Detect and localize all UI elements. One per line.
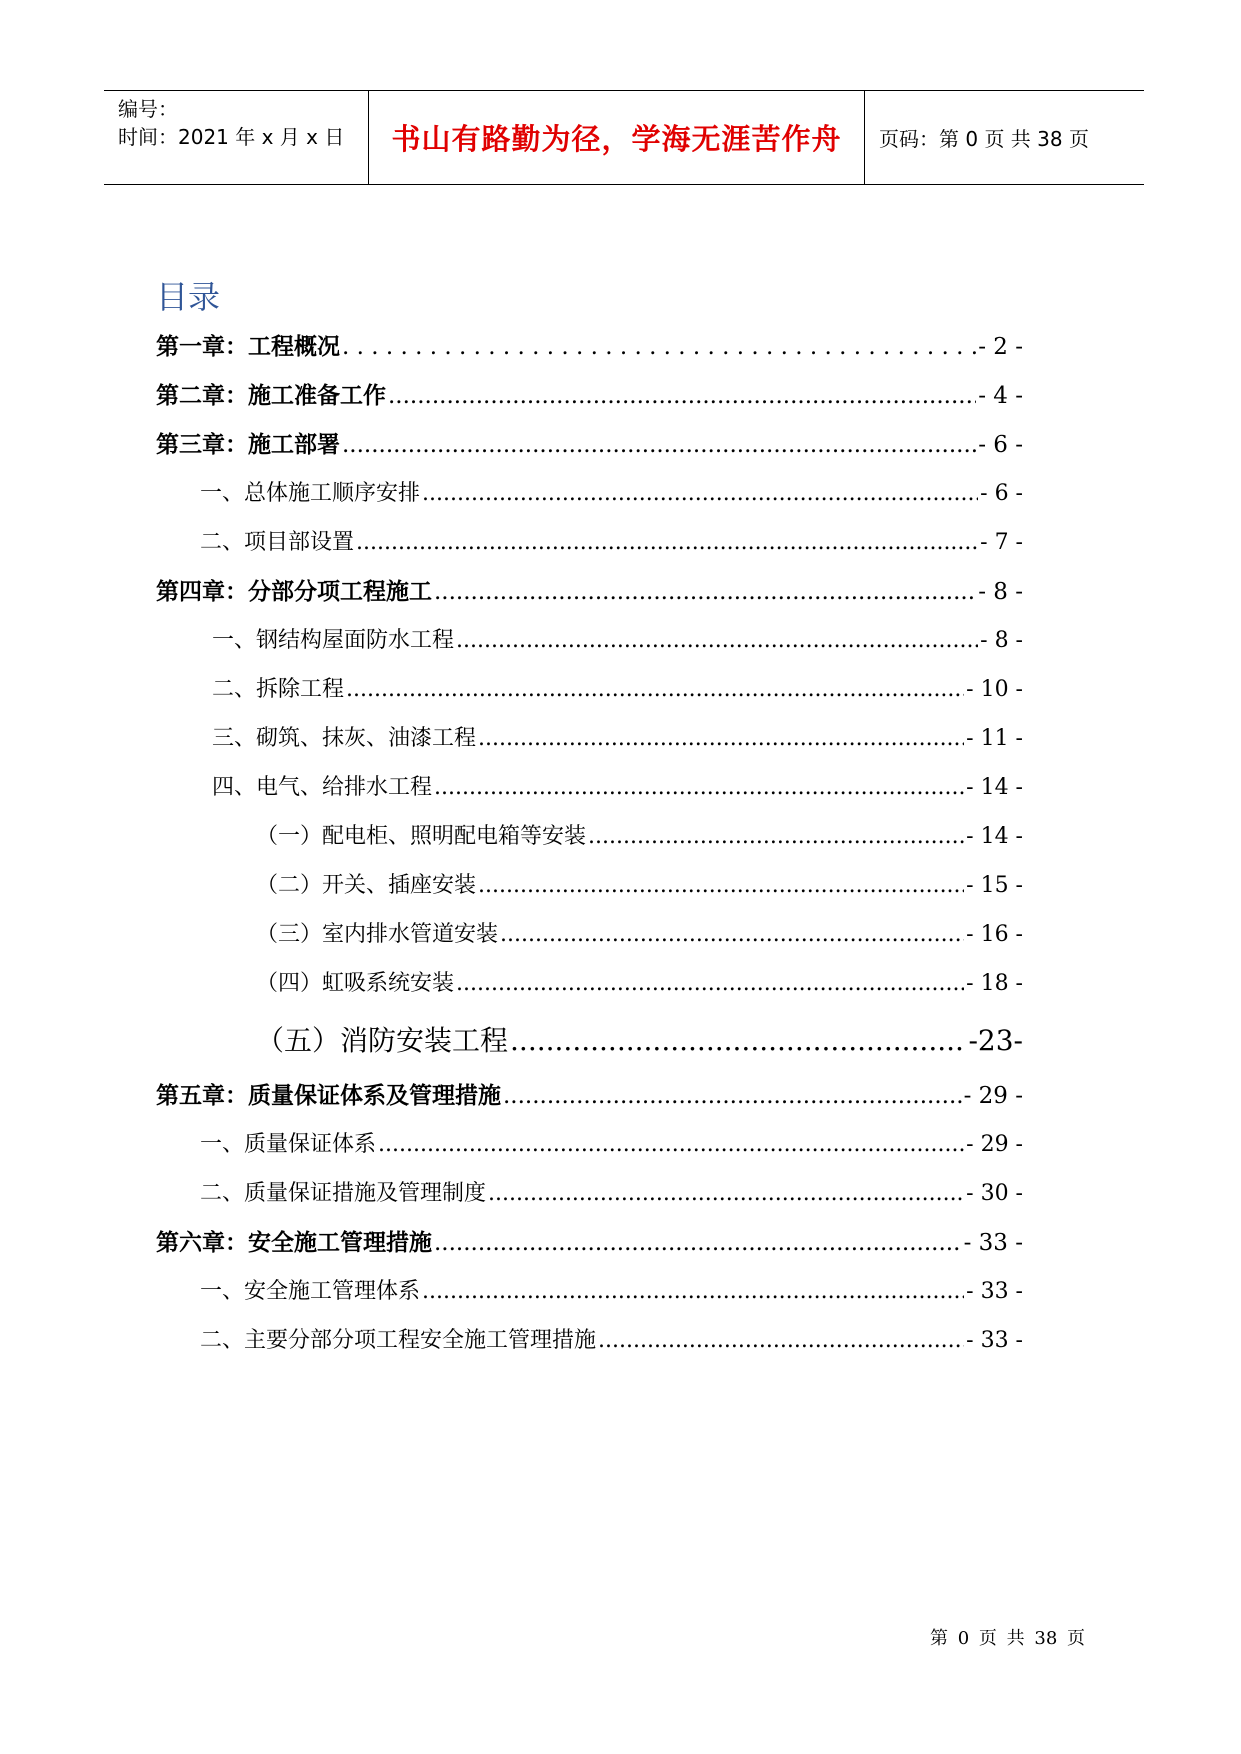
document-number-label: 编号：: [118, 97, 178, 121]
toc-entry-label: （二）开关、插座安装: [256, 873, 477, 898]
toc-entry-page: - 33 -: [966, 1328, 1023, 1353]
toc-entry[interactable]: [156, 432, 1023, 460]
toc-entry-page: - 15 -: [966, 873, 1023, 898]
toc-dot-leader: [434, 1230, 962, 1258]
toc-entry[interactable]: [156, 1230, 1023, 1258]
toc-entry[interactable]: [256, 824, 1023, 850]
toc-entry-page: - 29 -: [966, 1132, 1023, 1157]
toc-entry-page: - 18 -: [966, 971, 1023, 996]
toc-dot-leader: [356, 530, 978, 556]
toc-entry[interactable]: [212, 775, 1023, 801]
toc-entry[interactable]: [156, 334, 1023, 362]
toc-entry-label: 第二章：施工准备工作: [156, 383, 386, 409]
toc-dot-leader: [434, 775, 964, 801]
header-right-cell: [865, 91, 1144, 184]
toc-entry-page: - 33 -: [963, 1230, 1023, 1256]
document-date-label: 时间：2021 年 x 月 x 日: [118, 125, 345, 149]
toc-entry-page: - 6 -: [978, 432, 1023, 458]
toc-dot-leader: [346, 677, 964, 703]
toc-entry-label: 四、电气、给排水工程: [212, 775, 433, 800]
toc-entry[interactable]: [200, 1132, 1023, 1158]
toc-entry[interactable]: [256, 873, 1023, 899]
toc-entry-label: 一、钢结构屋面防水工程: [212, 628, 455, 653]
toc-dot-leader: [478, 873, 964, 899]
toc-entry[interactable]: [200, 1328, 1023, 1354]
toc-entry[interactable]: [212, 726, 1023, 752]
toc-entry[interactable]: [200, 530, 1023, 556]
toc-entry-label: 二、主要分部分项工程安全施工管理措施: [200, 1328, 597, 1353]
toc-entry[interactable]: [256, 1024, 1023, 1058]
header-middle-cell: [369, 91, 865, 184]
toc-entry-label: 一、质量保证体系: [200, 1132, 377, 1157]
toc-dot-leader: [503, 1083, 962, 1111]
toc-entry-page: - 29 -: [963, 1083, 1023, 1109]
toc-entry-label: 二、拆除工程: [212, 677, 345, 702]
toc-dot-leader: [378, 1132, 964, 1158]
toc-dot-leader: [342, 334, 976, 362]
toc-entry-page: - 33 -: [966, 1279, 1023, 1304]
toc-entry-label: 三、砌筑、抹灰、油漆工程: [212, 726, 477, 751]
toc-entry-page: - 7 -: [980, 530, 1023, 555]
toc-dot-leader: [510, 1024, 966, 1058]
toc-dot-leader: [488, 1181, 964, 1207]
toc-entry-label: 一、总体施工顺序安排: [200, 481, 421, 506]
toc-entry-label: 二、质量保证措施及管理制度: [200, 1181, 487, 1206]
toc-entry-page: - 11 -: [966, 726, 1023, 751]
toc-dot-leader: [598, 1328, 964, 1354]
toc-entry-label: 第三章：施工部署: [156, 432, 340, 458]
toc-entry-page: - 4 -: [978, 383, 1023, 409]
toc-entry-page: - 8 -: [978, 579, 1023, 605]
toc-dot-leader: [342, 432, 976, 460]
header-left-cell: [104, 91, 369, 184]
toc-entry-label: （一）配电柜、照明配电箱等安装: [256, 824, 587, 849]
page-footer-number: 第 0 页 共 38 页: [930, 1628, 1085, 1649]
header-page-info: 页码：第 0 页 共 38 页: [879, 127, 1089, 151]
toc-dot-leader: [478, 726, 964, 752]
toc-dot-leader: [456, 628, 978, 654]
toc-entry-label: 第五章：质量保证体系及管理措施: [156, 1083, 501, 1109]
toc-entry-label: 第四章：分部分项工程施工: [156, 579, 432, 605]
toc-entry-label: 二、项目部设置: [200, 530, 355, 555]
page-header: [104, 90, 1144, 185]
toc-entry-page: - 10 -: [966, 677, 1023, 702]
toc-entry[interactable]: [212, 628, 1023, 654]
toc-entry[interactable]: [156, 383, 1023, 411]
toc-entry-label: （五）消防安装工程: [256, 1024, 509, 1057]
toc-entry-label: （三）室内排水管道安装: [256, 922, 499, 947]
toc-entry-page: - 8 -: [980, 628, 1023, 653]
toc-entry[interactable]: [200, 481, 1023, 507]
toc-entry-page: -23-: [968, 1024, 1023, 1057]
toc-entry-page: - 2 -: [978, 334, 1023, 360]
toc-entry-label: （四）虹吸系统安装: [256, 971, 455, 996]
toc-dot-leader: [434, 579, 976, 607]
toc-entry-label: 第六章：安全施工管理措施: [156, 1230, 432, 1256]
toc-entry-label: 一、安全施工管理体系: [200, 1279, 421, 1304]
toc-entry-page: - 16 -: [966, 922, 1023, 947]
toc-dot-leader: [422, 1279, 964, 1305]
toc-entry-page: - 14 -: [966, 775, 1023, 800]
header-motto: 书山有路勤为径，学海无涯苦作舟: [391, 122, 842, 156]
toc-dot-leader: [388, 383, 976, 411]
toc-dot-leader: [422, 481, 978, 507]
toc-entry[interactable]: [212, 677, 1023, 703]
toc-entry[interactable]: [256, 971, 1023, 997]
toc-entry[interactable]: [156, 1083, 1023, 1111]
toc-entry[interactable]: [156, 579, 1023, 607]
toc-entry-page: - 30 -: [966, 1181, 1023, 1206]
toc-dot-leader: [456, 971, 964, 997]
toc-entry-label: 第一章：工程概况: [156, 334, 340, 360]
toc-title: 目录: [156, 278, 221, 316]
toc-entry-page: - 6 -: [980, 481, 1023, 506]
toc-entry-page: - 14 -: [966, 824, 1023, 849]
toc-entry[interactable]: [200, 1181, 1023, 1207]
toc-dot-leader: [500, 922, 964, 948]
toc-entry[interactable]: [200, 1279, 1023, 1305]
toc-dot-leader: [588, 824, 964, 850]
toc-entry[interactable]: [256, 922, 1023, 948]
